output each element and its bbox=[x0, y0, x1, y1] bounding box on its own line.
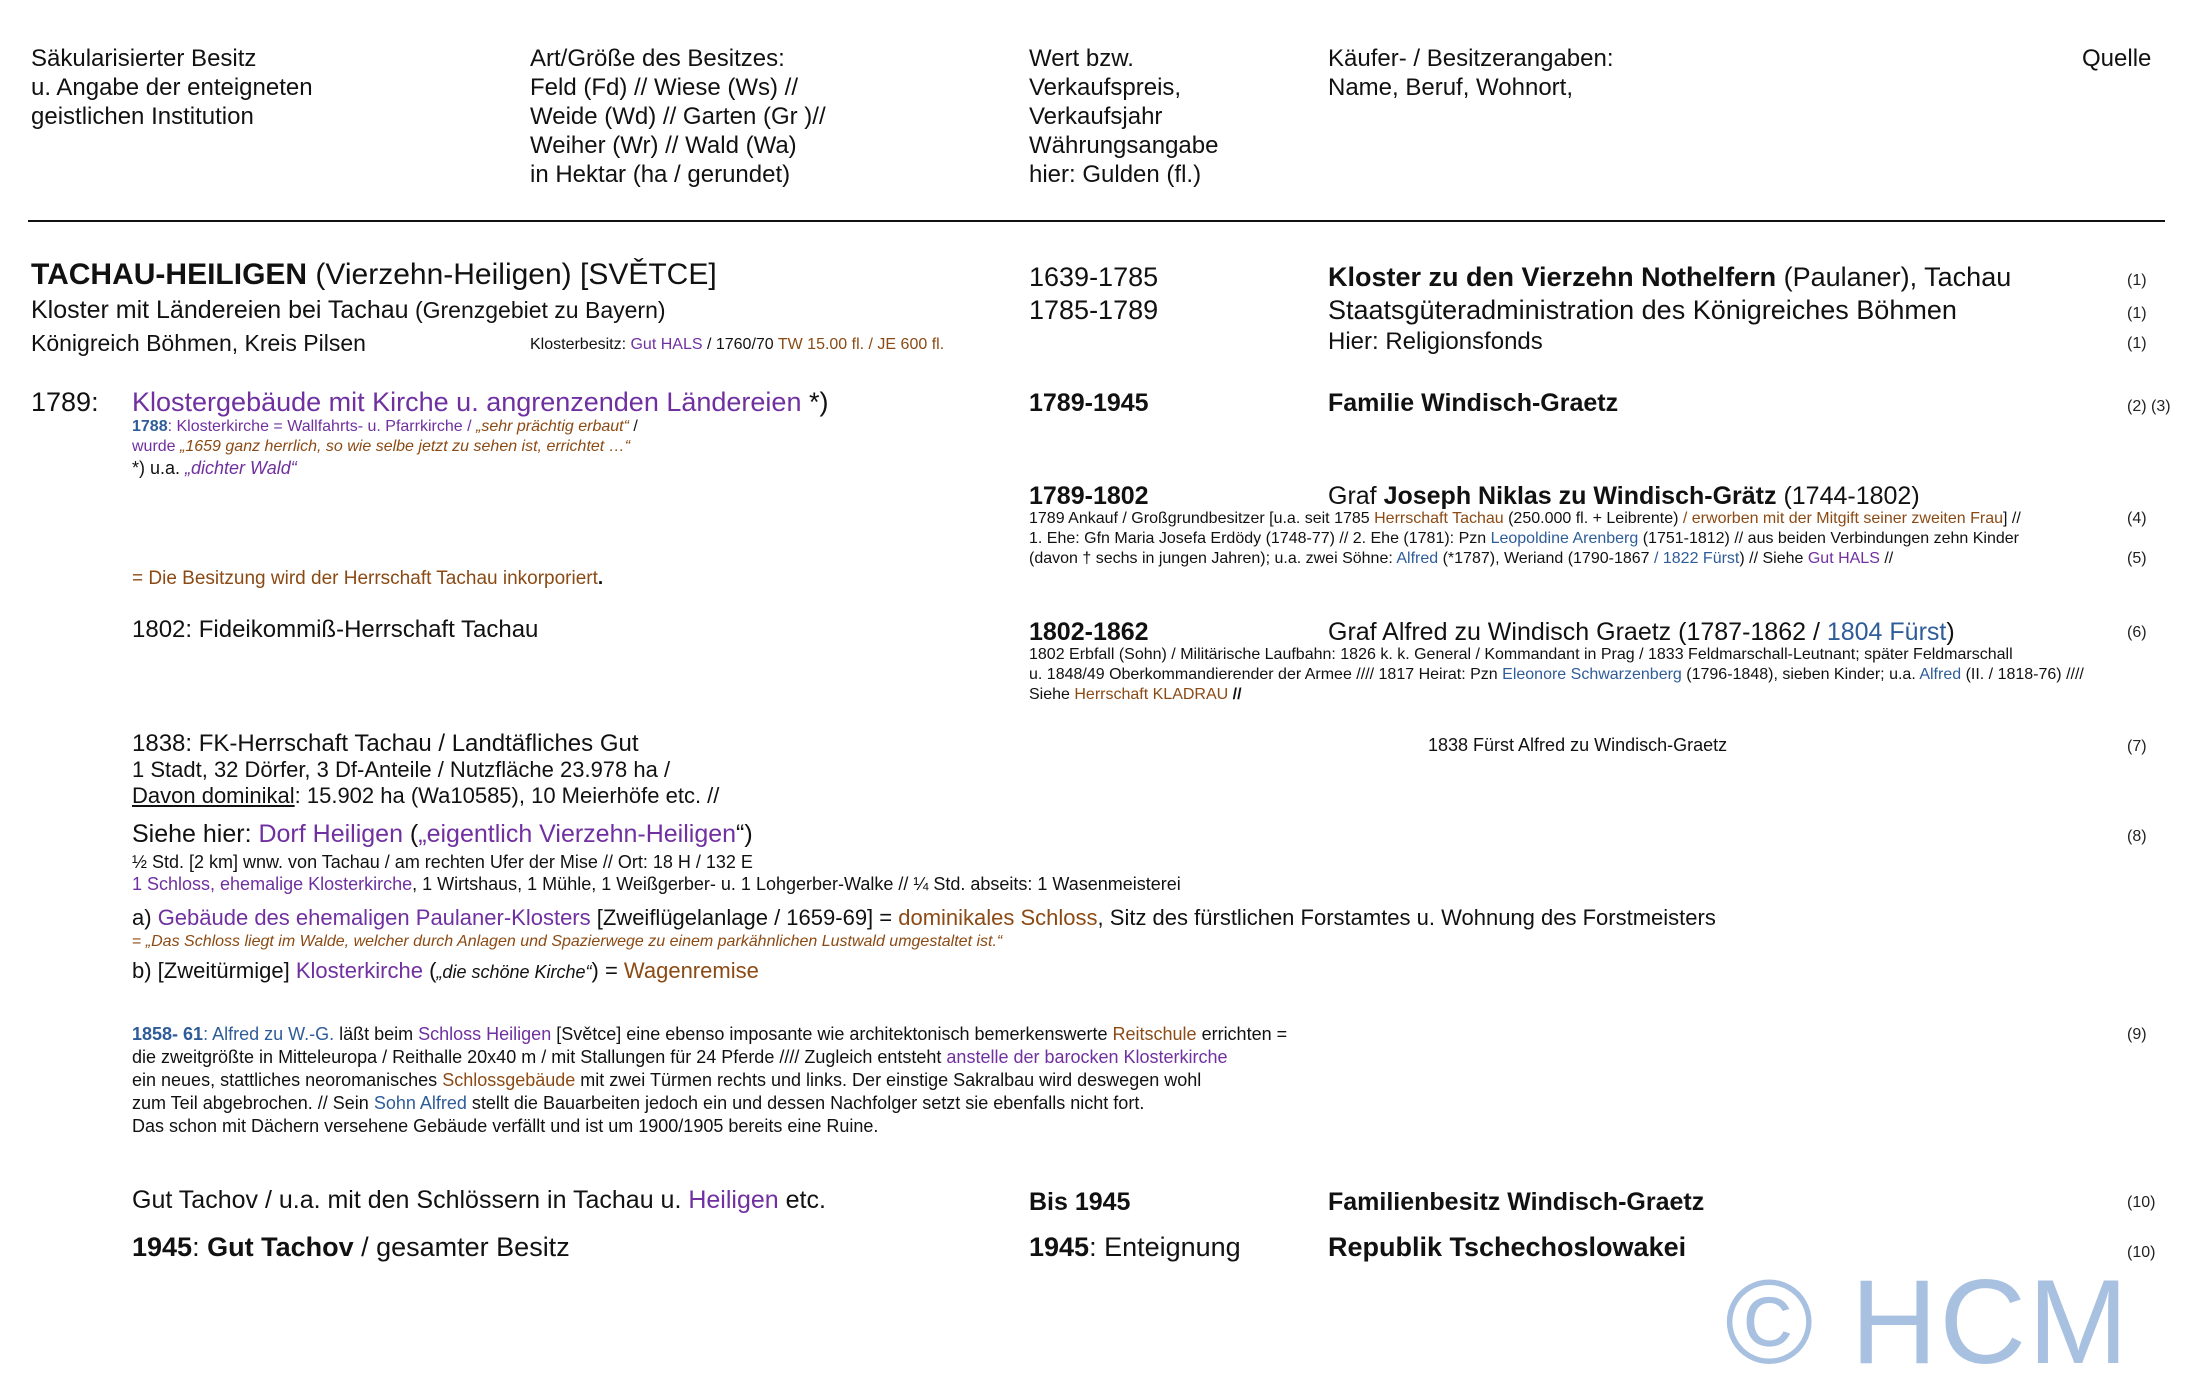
owner-years bbox=[1029, 1232, 1241, 1263]
property-1802: 1802: Fideikommiß-Herrschaft Tachau bbox=[132, 616, 539, 643]
gut-tachov bbox=[132, 1186, 826, 1215]
bio-text: (250.000 fl. + Leibrente) bbox=[1503, 510, 1683, 527]
header-line: Weiher (Wr) // Wald (Wa) bbox=[530, 132, 797, 159]
dorf-link: Dorf Heiligen bbox=[258, 820, 403, 848]
owner-title-highlight: 1804 Fürst bbox=[1826, 618, 1947, 646]
bio-text: (II. / 1818-76) //// bbox=[1961, 666, 2084, 683]
note-text: / bbox=[628, 418, 638, 435]
owner-name-text: Graf Alfred zu Windisch Graetz (1787-1862 / bbox=[1328, 618, 1827, 646]
reit-text: zum Teil abgebrochen. // Sein bbox=[132, 1093, 374, 1113]
gut-link: Heiligen bbox=[688, 1186, 779, 1214]
quote-line bbox=[132, 933, 1002, 951]
footnote-marker: *) bbox=[801, 387, 829, 417]
bio-text: 1. Ehe: Gfn Maria Josefa Erdödy (1748-77) // 2. Ehe (1781): Pzn bbox=[1029, 530, 1491, 547]
header-line: Art/Größe des Besitzes: bbox=[530, 45, 785, 72]
see-text: “) bbox=[736, 820, 753, 848]
dorf-buildings: 1 Schloss, ehemalige Klosterkirche bbox=[132, 874, 413, 894]
note-quote: „1659 ganz herrlich, so wie selbe jetzt zu sehen ist, errichtet …“ bbox=[180, 438, 631, 455]
note-line bbox=[132, 458, 297, 479]
property-heading-text: Klostergebäude mit Kirche u. angrenzenden Ländereien bbox=[132, 387, 802, 417]
bio-link: Alfred bbox=[1396, 550, 1439, 567]
bio-text: (davon † sechs in jungen Jahren); u.a. zwei Söhne: bbox=[1029, 550, 1397, 567]
quote-text: „Das Schloss liegt im Walde, welcher durch Anlagen und Spazierwege zu einem parkähnlichen Lustwald umgestaltet ist.“ bbox=[145, 933, 1003, 950]
gut-text: / gesamter Besitz bbox=[353, 1232, 570, 1262]
owner-name: Hier: Religionsfonds bbox=[1328, 328, 1543, 355]
owner-name bbox=[1328, 262, 2011, 293]
reit-text: ein neues, stattliches neoromanisches bbox=[132, 1070, 443, 1090]
item-purple: Klosterkirche bbox=[295, 958, 423, 983]
owner-name: Republik Tschechoslowakei bbox=[1328, 1232, 1687, 1262]
item-brown: Wagenremise bbox=[623, 958, 759, 983]
note-line bbox=[132, 418, 638, 436]
reit-text: errichten = bbox=[1196, 1024, 1288, 1044]
owner-name-bold: Joseph Niklas zu Windisch-Grätz bbox=[1383, 482, 1777, 510]
note-text: : Klosterkirche = Wallfahrts- u. Pfarrkirche / bbox=[167, 418, 476, 435]
item-brown: dominikales Schloss bbox=[898, 905, 1098, 930]
owner-name-rest: (Paulaner), Tachau bbox=[1776, 262, 2012, 292]
dorf-detail bbox=[132, 874, 1181, 895]
title-alt: (Vierzehn-Heiligen) [SVĚTCE] bbox=[307, 258, 717, 291]
bio-line bbox=[1029, 530, 2019, 548]
source-ref: (10) bbox=[2127, 1194, 2156, 1211]
property-detail: 1 Stadt, 32 Dörfer, 3 Df-Anteile / Nutzfläche 23.978 ha / bbox=[132, 757, 671, 782]
reit-person: : Alfred zu W.-G. bbox=[203, 1024, 335, 1044]
gut-text: : bbox=[192, 1232, 208, 1262]
incorporation-note bbox=[132, 568, 603, 590]
item-text: , Sitz des fürstlichen Forstamtes u. Wohnung des Forstmeisters bbox=[1097, 905, 1716, 930]
subtitle-note: (Grenzgebiet zu Bayern) bbox=[408, 297, 666, 323]
reit-text: stellt die Bauarbeiten jedoch ein und dessen Nachfolger setzt sie ebenfalls nicht fort. bbox=[466, 1093, 1145, 1113]
source-ref: (9) bbox=[2127, 1026, 2147, 1043]
bio-text: Siehe bbox=[1029, 686, 1075, 703]
item-b bbox=[132, 958, 759, 984]
header-line: geistlichen Institution bbox=[31, 103, 254, 130]
owner-name: Familie Windisch-Graetz bbox=[1328, 389, 1619, 417]
item-text: ( bbox=[422, 958, 437, 983]
detail-label: Davon dominikal bbox=[132, 783, 295, 808]
item-marker: b) [Zweitürmige] bbox=[132, 958, 296, 983]
dorf-detail: ½ Std. [2 km] wnw. von Tachau / am rechten Ufer der Mise // Ort: 18 H / 132 E bbox=[132, 852, 753, 872]
source-ref: (6) bbox=[2127, 624, 2147, 641]
source-ref: (5) bbox=[2127, 550, 2147, 567]
bio-text: 1789 Ankauf / Großgrundbesitzer [u.a. seit 1785 bbox=[1029, 510, 1375, 527]
bio-link: Leopoldine Arenberg bbox=[1490, 530, 1639, 547]
kb-label: Klosterbesitz: bbox=[530, 336, 631, 353]
bio-line bbox=[1029, 510, 2021, 528]
bio-text: u. 1848/49 Oberkommandierender der Armee //// 1817 Heirat: Pzn bbox=[1029, 666, 1503, 683]
item-purple: Gebäude des ehemaligen Paulaner-Klosters bbox=[157, 905, 591, 930]
bio-text: (*1787), Weriand (1790-1867 bbox=[1438, 550, 1654, 567]
klosterbesitz-note bbox=[530, 336, 944, 354]
page-title bbox=[31, 258, 717, 292]
reit-text: [Světce] eine ebenso imposante wie architektonisch bemerkenswerte bbox=[551, 1024, 1113, 1044]
bio-link: Eleonore Schwarzenberg bbox=[1502, 666, 1682, 683]
owner-title: Graf bbox=[1328, 482, 1384, 510]
bio-text: (1751-1812) // aus beiden Verbindungen zehn Kinder bbox=[1638, 530, 2019, 547]
item-text: [Zweiflügelanlage / 1659-69] = bbox=[590, 905, 899, 930]
header-line: Verkaufsjahr bbox=[1029, 103, 1163, 130]
kb-gut-link: Gut HALS bbox=[630, 336, 703, 353]
owner-years: 1639-1785 bbox=[1029, 262, 1159, 292]
header-divider bbox=[28, 220, 2165, 222]
owner-years: 1789-1802 bbox=[1029, 482, 1149, 510]
owner-dates: (1744-1802) bbox=[1776, 482, 1920, 510]
bio-text: // bbox=[1228, 686, 1242, 703]
see-dorf bbox=[132, 820, 753, 849]
header-line: Name, Beruf, Wohnort, bbox=[1328, 74, 1573, 101]
header-line: Verkaufspreis, bbox=[1029, 74, 1182, 101]
note-quote: „sehr prächtig erbaut“ bbox=[475, 418, 629, 435]
header-col-art bbox=[530, 44, 826, 189]
header-col-wert bbox=[1029, 44, 1218, 189]
reit-line bbox=[132, 1024, 1287, 1045]
bio-link: Herrschaft KLADRAU bbox=[1074, 686, 1229, 703]
header-line: in Hektar (ha / gerundet) bbox=[530, 161, 791, 188]
source-ref: (10) bbox=[2127, 1244, 2156, 1261]
owner-name bbox=[1328, 618, 1955, 647]
note-text: wurde bbox=[132, 438, 181, 455]
owner-name-bold: Kloster zu den Vierzehn Nothelfern bbox=[1328, 262, 1777, 292]
header-col-kaeufer bbox=[1328, 44, 1614, 102]
quote-eq: = bbox=[132, 933, 146, 950]
reit-text: die zweitgrößte in Mitteleuropa / Reithalle 20x40 m / mit Stallungen für 24 Pferde //// Zugleich entsteht bbox=[132, 1047, 947, 1067]
bio-text: ) // Siehe bbox=[1739, 550, 1808, 567]
reit-line bbox=[132, 1093, 1144, 1114]
bio-line bbox=[1029, 550, 1893, 568]
note-text: *) u.a. bbox=[132, 458, 186, 478]
source-ref: (1) bbox=[2127, 305, 2147, 322]
reit-highlight: Schlossgebäude bbox=[442, 1070, 576, 1090]
bio-link: Gut HALS bbox=[1807, 550, 1880, 567]
reit-highlight: Reitschule bbox=[1112, 1024, 1197, 1044]
reit-line bbox=[132, 1047, 1228, 1068]
detail-text: : 15.902 ha (Wa10585), 10 Meierhöfe etc. // bbox=[294, 783, 720, 808]
reit-text: mit zwei Türmen rechts und links. Der einstige Sakralbau wird deswegen wohl bbox=[575, 1070, 1202, 1090]
item-text: ) = bbox=[591, 958, 624, 983]
source-ref: (8) bbox=[2127, 828, 2147, 845]
subtitle-main: Kloster mit Ländereien bei Tachau bbox=[31, 296, 409, 324]
reit-years: 1858- 61 bbox=[132, 1024, 204, 1044]
dorf-detail-text: , 1 Wirtshaus, 1 Mühle, 1 Weißgerber- u. 1 Lohgerber-Walke // ¼ Std. abseits: 1 Wasenmeisterei bbox=[412, 874, 1181, 894]
title-region: Königreich Böhmen, Kreis Pilsen bbox=[31, 330, 366, 356]
note-quote: „dichter Wald“ bbox=[185, 458, 297, 478]
header-col-quelle: Quelle bbox=[2082, 45, 2152, 72]
gut-name: Gut Tachov bbox=[207, 1232, 354, 1262]
header-line: u. Angabe der enteigneten bbox=[31, 74, 313, 101]
item-quote: „die schöne Kirche“ bbox=[436, 962, 592, 982]
source-ref: (1) bbox=[2127, 335, 2147, 352]
reit-person: Sohn Alfred bbox=[373, 1093, 467, 1113]
bio-text: // bbox=[1879, 550, 1894, 567]
owner-years: 1802-1862 bbox=[1029, 618, 1149, 646]
kb-year: / 1760/70 bbox=[702, 336, 778, 353]
gut-text: etc. bbox=[778, 1186, 826, 1214]
owner-name-text: ) bbox=[1946, 618, 1955, 646]
reit-link: anstelle der barocken Klosterkirche bbox=[946, 1047, 1228, 1067]
source-ref: (1) bbox=[2127, 272, 2147, 289]
year-1789: 1789: bbox=[31, 387, 99, 417]
property-1838: 1838: FK-Herrschaft Tachau / Landtäfliches Gut bbox=[132, 730, 639, 757]
copyright-watermark: © HCM bbox=[1725, 1255, 2131, 1389]
header-line: Säkularisierter Besitz bbox=[31, 45, 257, 72]
incorporation-dot: . bbox=[597, 568, 604, 589]
property-heading bbox=[132, 387, 828, 418]
bio-link: Herrschaft Tachau bbox=[1374, 510, 1504, 527]
title-subtitle bbox=[31, 296, 666, 325]
owner-name bbox=[1328, 482, 1920, 511]
gut-year: 1945 bbox=[132, 1232, 193, 1262]
source-ref: (7) bbox=[2127, 738, 2147, 755]
header-line: Währungsangabe bbox=[1029, 132, 1219, 159]
note-year: 1788 bbox=[132, 418, 168, 435]
dorf-alt-name: „eigentlich Vierzehn-Heiligen bbox=[418, 820, 737, 848]
item-a bbox=[132, 905, 1716, 931]
year-text: : Enteignung bbox=[1089, 1232, 1241, 1262]
bio-highlight: / 1822 Fürst bbox=[1653, 550, 1740, 567]
gut-1945 bbox=[132, 1232, 570, 1263]
bio-line: 1802 Erbfall (Sohn) / Militärische Laufbahn: 1826 k. k. General / Kommandant in Prag / 1833 Feldmarschall-Leutnant; später Feldmarschall bbox=[1029, 646, 2013, 663]
item-marker: a) bbox=[132, 905, 158, 930]
year-bold: 1945 bbox=[1029, 1232, 1090, 1262]
header-line: hier: Gulden (fl.) bbox=[1029, 161, 1202, 188]
reit-line: Das schon mit Dächern versehene Gebäude verfällt und ist um 1900/1905 bereits eine Ruine. bbox=[132, 1116, 879, 1136]
header-line: Käufer- / Besitzerangaben: bbox=[1328, 45, 1614, 72]
bio-highlight: / erworben mit der Mitgift seiner zweiten Frau bbox=[1682, 510, 2004, 527]
see-text: ( bbox=[402, 820, 419, 848]
source-ref: (2) (3) bbox=[2127, 398, 2171, 415]
kb-value: TW 15.00 fl. / JE 600 fl. bbox=[777, 336, 945, 353]
owner-years: 1785-1789 bbox=[1029, 295, 1159, 325]
owner-name: Staatsgüteradministration des Königreiches Böhmen bbox=[1328, 295, 1957, 325]
incorporation-text: = Die Besitzung wird der Herrschaft Tachau inkorporiert bbox=[132, 568, 598, 589]
property-detail bbox=[132, 783, 719, 809]
owner-years: 1789-1945 bbox=[1029, 389, 1149, 417]
header-line: Weide (Wd) // Garten (Gr )// bbox=[530, 103, 826, 130]
source-ref: (4) bbox=[2127, 510, 2147, 527]
see-label: Siehe hier: bbox=[132, 820, 259, 848]
header-col-besitz bbox=[31, 44, 313, 131]
bio-line bbox=[1029, 666, 2084, 684]
owner-name: Familienbesitz Windisch-Graetz bbox=[1328, 1188, 1705, 1216]
bio-link: Alfred bbox=[1919, 666, 1962, 683]
gut-text: Gut Tachov / u.a. mit den Schlössern in Tachau u. bbox=[132, 1186, 689, 1214]
header-line: Feld (Fd) // Wiese (Ws) // bbox=[530, 74, 799, 101]
bio-text: (1796-1848), sieben Kinder; u.a. bbox=[1681, 666, 1920, 683]
bio-line bbox=[1029, 686, 1242, 704]
owner-1838: 1838 Fürst Alfred zu Windisch-Graetz bbox=[1428, 735, 1728, 755]
title-name: TACHAU-HEILIGEN bbox=[31, 258, 308, 291]
owner-years: Bis 1945 bbox=[1029, 1188, 1131, 1216]
reit-line bbox=[132, 1070, 1201, 1091]
note-line bbox=[132, 438, 630, 456]
reit-link: Schloss Heiligen bbox=[418, 1024, 552, 1044]
header-line: Wert bzw. bbox=[1029, 45, 1134, 72]
bio-text: ] // bbox=[2003, 510, 2021, 527]
reit-text: läßt beim bbox=[334, 1024, 419, 1044]
